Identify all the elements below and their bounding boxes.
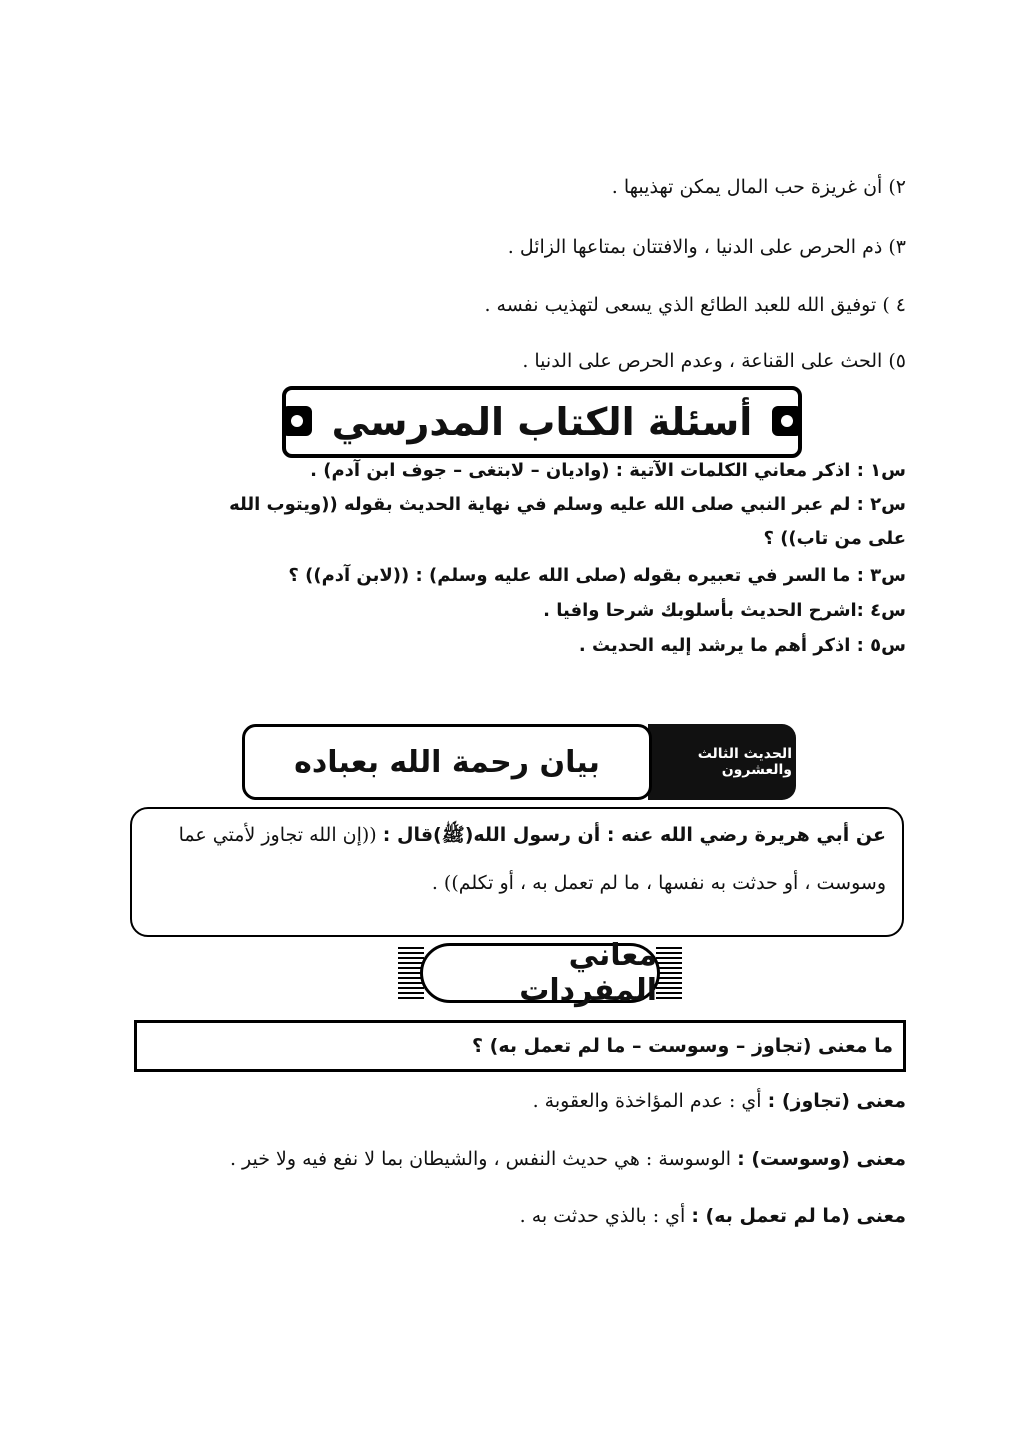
vocab-question: ما معنى (تجاوز – وسوست – ما لم تعمل به) ؟ xyxy=(134,1020,906,1072)
banner-cap-left-icon xyxy=(282,406,312,436)
lesson-item-4: ٤ ) توفيق الله للعبد الطائع الذي يسعى لتهذيب نفسه . xyxy=(484,294,906,316)
question-3: س٣ : ما السر في تعبيره بقوله (صلى الله عليه وسلم) : ((لابن آدم)) ؟ xyxy=(288,565,906,586)
definition-meaning: الوسوسة : هي حديث النفس ، والشيطان بما لا نفع فيه ولا خير . xyxy=(229,1148,732,1170)
questions-banner-title: أسئلة الكتاب المدرسي xyxy=(331,400,753,444)
banner-cap-right-icon xyxy=(772,406,802,436)
lesson-item-2: ٢) أن غريزة حب المال يمكن تهذيبها . xyxy=(611,176,906,198)
hadith-line-2: وسوست ، أو حدثت به نفسها ، ما لم تعمل به ، أو تكلم)) . xyxy=(431,871,886,894)
hadith-text-start: ((إن الله تجاوز لأمتي عما xyxy=(178,824,377,846)
vocab-banner xyxy=(398,938,682,1008)
question-4: س٤ :اشرح الحديث بأسلوبك شرحا وافيا . xyxy=(543,600,906,621)
definition-3 xyxy=(520,1205,906,1227)
question-5: س٥ : اذكر أهم ما يرشد إليه الحديث . xyxy=(578,635,906,656)
hadith-narrator: عن أبي هريرة رضي الله عنه : أن رسول الله(ﷺ)قال : xyxy=(382,824,886,846)
question-2: س٢ : لم عبر النبي صلى الله عليه وسلم في نهاية الحديث بقوله ((ويتوب الله xyxy=(229,494,906,515)
definition-2 xyxy=(230,1148,906,1170)
lesson-item-5: ٥) الحث على القناعة ، وعدم الحرص على الدنيا . xyxy=(522,350,906,372)
definition-term: معنى (تجاوز) : xyxy=(767,1090,906,1112)
hadith-title: بيان رحمة الله بعباده xyxy=(294,744,600,780)
definition-term: معنى (وسوست) : xyxy=(737,1148,906,1170)
definition-term: معنى (ما لم تعمل به) : xyxy=(691,1205,906,1227)
hadith-title-box xyxy=(242,724,652,800)
hadith-line-1 xyxy=(148,823,886,849)
lesson-item-3: ٣) ذم الحرص على الدنيا ، والافتتان بمتاعها الزائل . xyxy=(507,236,906,258)
definition-meaning: أي : بالذي حدثت به . xyxy=(519,1205,686,1227)
definition-1 xyxy=(533,1090,906,1112)
question-1: س١ : اذكر معاني الكلمات الآتية : (واديان – لابتغى – جوف ابن آدم) . xyxy=(310,460,906,481)
vocab-banner-title: معاني المفردات xyxy=(519,938,657,1008)
questions-banner xyxy=(282,386,802,458)
hadith-text-box xyxy=(130,807,904,937)
hadith-number-tag: الحديث الثالث والعشرون xyxy=(648,724,796,800)
vocab-banner-frame xyxy=(420,938,660,1008)
definition-meaning: أي : عدم المؤاخذة والعقوبة . xyxy=(532,1090,762,1112)
question-2-cont: على من تاب)) ؟ xyxy=(763,528,906,549)
